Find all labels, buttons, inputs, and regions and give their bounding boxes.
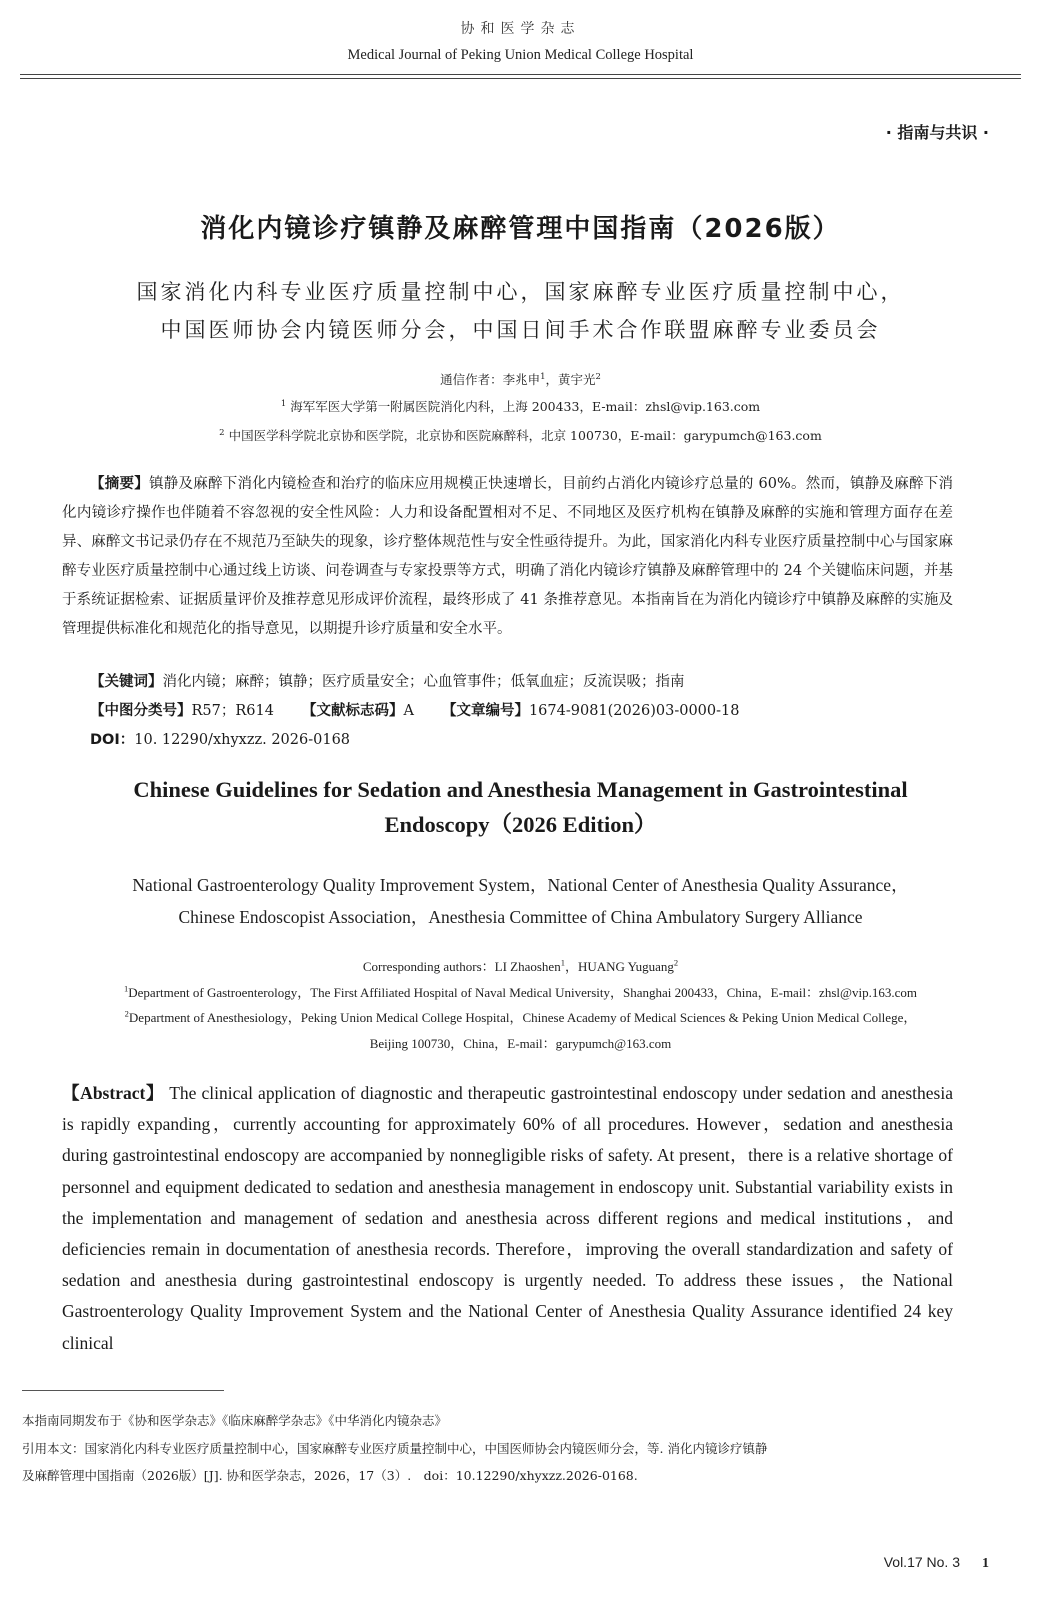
article-title-en: Chinese Guidelines for Sedation and Anesthesia Management in Gastrointestinal Endoscopy（2026 Edition） [133, 777, 908, 837]
article-title-cn: 消化内镜诊疗镇静及麻醉管理中国指南（2026版） [200, 214, 841, 244]
affiliation-cn-1: $^1$ 海军军医大学第一附属医院消化内科，上海 200433，E-mail：zhsl@vip.163.com [280, 398, 761, 414]
author-groups-cn: 中国医师协会内镜医师分会，中国日间手术合作联盟麻醉专业委员会 [160, 318, 881, 342]
volume-issue: Vol.17 No. 3 [883, 1554, 960, 1570]
author-groups-en: Chinese Endoscopist Association，Anesthesia Committee of China Ambulatory Surgery Alliance [178, 907, 863, 927]
header-rule [20, 78, 1021, 79]
page-footer [884, 1554, 989, 1572]
abstract-en [62, 1078, 953, 1359]
author-groups-en: National Gastroenterology Quality Improvement System，National Center of Anesthesia Quality Assurance， [132, 875, 909, 895]
keywords-cn: 【关键词】消化内镜；麻醉；镇静；医疗质量安全；心血管事件；低氧血症；反流误吸；指南 [90, 674, 685, 690]
abstract-label-cn: 【摘要】 [90, 476, 149, 492]
journal-title-cn: 协和医学杂志 [460, 21, 581, 37]
abstract-cn [62, 470, 953, 644]
classification-line: 【中图分类号】R57；R614 【文献标志码】A 【文章编号】1674-9081(2026)03-0000-18 [90, 703, 740, 719]
corresponding-authors-en: Corresponding authors：LI Zhaoshen$^1$，HUANG Yuguang$^2$ [362, 957, 679, 974]
abstract-text-cn: 镇静及麻醉下消化内镜检查和治疗的临床应用规模正快速增长，目前约占消化内镜诊疗总量的 60%。然而，镇静及麻醉下消化内镜诊疗操作也伴随着不容忽视的安全性风险：人力和设备配置相对不足、不同地区及医疗机构在镇静及麻醉的实施和管理方面存在差异、麻醉文书记录仍存在不规范乃至缺失的现象，诊疗整体规范性与安全性亟待提升。为此，国家消化内科专业医疗质量控制中心与国家麻醉专业医疗质量控制中心通过线上访谈、问卷调查与专家投票等方式，明确了消化内镜诊疗镇静及麻醉管理中的 24 个关键临床问题，并基于系统证据检索、证据质量评价及推荐意见形成评价流程，最终形成了 41 条推荐意见。本指南旨在为消化内镜诊疗中镇静及麻醉的实施及管理提供标准化和规范化的指导意见，以期提升诊疗质量和安全水平。 [62, 476, 953, 637]
affiliation-en-2: $^2$Department of Anesthesiology，Peking Union Medical College Hospital，Chinese Academy of Medical Sciences & Peking Union Medical College， [124, 1008, 917, 1025]
abstract-text-en: The clinical application of diagnostic and therapeutic gastrointestinal endoscopy under sedation and anesthesia is rapidly expanding，currently accounting for approximately 60% of all procedures. However，sedation and anesthesia during gastrointestinal endoscopy are accompanied by nonnegligible risks of safety. At present，there is a relative shortage of personnel and equipment dedicated to sedation and anesthesia management in endoscopy unit. Substantial variability exists in the implementation and management of sedation and anesthesia across different regions and medical institutions，and deficiencies remain in documentation of anesthesia records. Therefore，improving the overall standardization and safety of sedation and anesthesia during gastrointestinal endoscopy is urgently needed. To address these issues，the National Gastroenterology Quality Improvement System and the National Center of Anesthesia Quality Assurance identified 24 key clinical [62, 1083, 953, 1353]
doi-line: DOI：10. 12290/xhyxzz. 2026-0168 [90, 732, 351, 748]
corresponding-authors-cn: 通信作者：李兆申$^1$，黄宇光$^2$ [440, 371, 601, 387]
affiliation-en-1: $^1$Department of Gastroenterology，The First Affiliated Hospital of Naval Medical University，Shanghai 200433，China，E-mail：zhsl@vip.163.com [124, 983, 917, 1000]
abstract-label-en: 【Abstract】 [62, 1083, 165, 1103]
header-rule [20, 74, 1021, 75]
footnote-citation: 引用本文：国家消化内科专业医疗质量控制中心，国家麻醉专业医疗质量控制中心，中国医师协会内镜医师分会，等. 消化内镜诊疗镇静 [22, 1441, 768, 1456]
journal-title-en: Medical Journal of Peking Union Medical College Hospital [347, 47, 694, 63]
author-groups-cn: 国家消化内科专业医疗质量控制中心，国家麻醉专业医疗质量控制中心， [136, 280, 905, 304]
affiliation-cn-2: $^2$ 中国医学科学院北京协和医学院，北京协和医院麻醉科，北京 100730，E-mail：garypumch@163.com [219, 427, 822, 443]
page-number: 1 [982, 1556, 989, 1571]
affiliation-en-2-cont: Beijing 100730，China，E-mail：garypumch@163.com [369, 1036, 672, 1051]
column-label: · 指南与共识 · [885, 123, 989, 142]
footnote-publication: 本指南同期发布于《协和医学杂志》《临床麻醉学杂志》《中华消化内镜杂志》 [22, 1413, 448, 1428]
footnote-citation-cont: 及麻醉管理中国指南（2026版）[J]. 协和医学杂志，2026，17（3）. doi：10.12290/xhyxzz.2026-0168. [22, 1468, 638, 1483]
footnote-rule [22, 1390, 224, 1391]
